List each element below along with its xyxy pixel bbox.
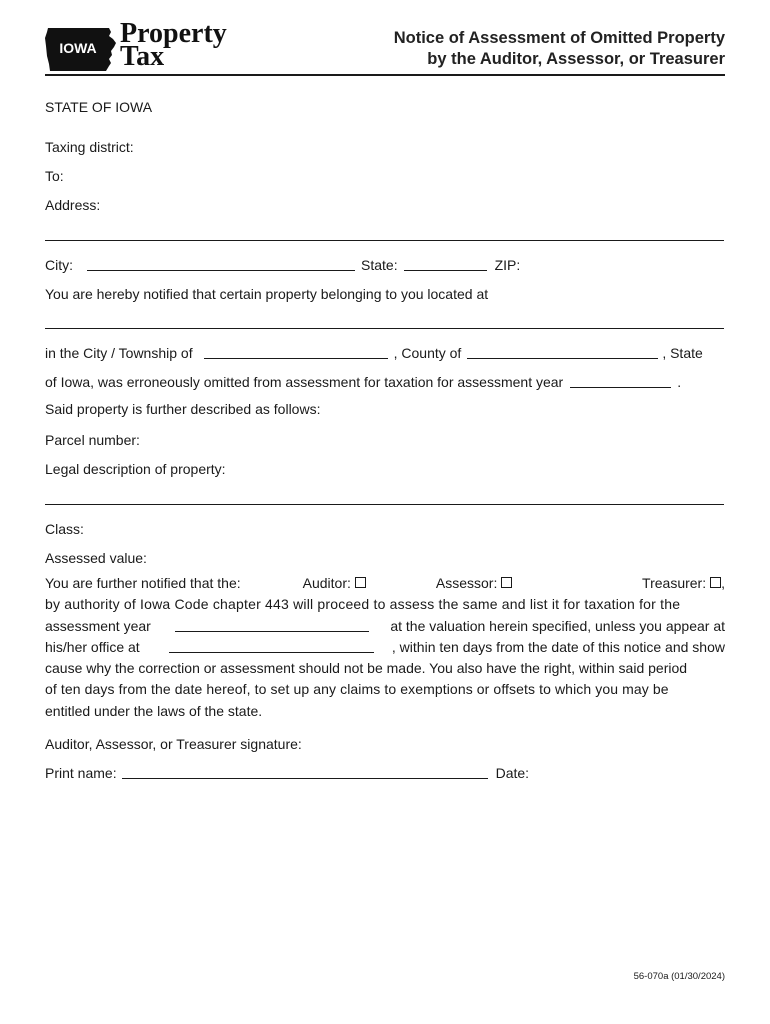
ten-days-line: of ten days from the date hereof, to set up any claims to exemptions or offsets to which you may be bbox=[45, 681, 669, 698]
notice-paragraph bbox=[45, 573, 725, 722]
treasurer-checkbox[interactable] bbox=[710, 577, 721, 588]
valuation-text: at the valuation herein specified, unless you appear at bbox=[390, 617, 725, 634]
officer-checkbox-line bbox=[45, 573, 725, 594]
office-address-field[interactable] bbox=[169, 652, 374, 653]
class-label: Class: bbox=[45, 521, 84, 537]
assessment-year-field[interactable] bbox=[175, 631, 369, 632]
address-line-2[interactable] bbox=[45, 240, 724, 241]
iowa-state-logo-icon bbox=[45, 26, 117, 72]
entitled-line: entitled under the laws of the state. bbox=[45, 702, 263, 719]
logo-line-property: Property bbox=[120, 18, 227, 49]
city-state-zip-row bbox=[45, 255, 722, 273]
title-line-2: by the Auditor, Assessor, or Treasurer bbox=[427, 50, 725, 68]
city-township-label: in the City / Township of bbox=[45, 345, 193, 361]
assessor-checkbox[interactable] bbox=[501, 577, 512, 588]
omitted-year-period: . bbox=[677, 374, 682, 390]
date-label: Date: bbox=[495, 765, 530, 781]
to-row bbox=[45, 166, 722, 184]
notified-intro-text: You are hereby notified that certain property belonging to you located at bbox=[45, 286, 489, 302]
title-line-1: Notice of Assessment of Omitted Property bbox=[393, 29, 725, 47]
assessment-year-label: assessment year bbox=[45, 617, 151, 634]
legal-description-label: Legal description of property: bbox=[45, 461, 226, 477]
address-label: Address: bbox=[45, 197, 101, 213]
state-word: , State bbox=[662, 345, 703, 361]
omitted-year-row bbox=[45, 372, 725, 390]
city-field[interactable] bbox=[87, 270, 355, 271]
property-location-line-2[interactable] bbox=[45, 328, 724, 329]
assessor-label: Assessor: bbox=[435, 575, 498, 591]
print-name-field[interactable] bbox=[122, 778, 488, 779]
treasurer-label: Treasurer: bbox=[642, 575, 707, 591]
header-divider bbox=[45, 74, 725, 76]
further-notified-text: You are further notified that the: bbox=[45, 575, 241, 591]
to-label: To: bbox=[45, 168, 64, 184]
print-name-label: Print name: bbox=[45, 765, 117, 781]
signature-label: Auditor, Assessor, or Treasurer signature: bbox=[45, 736, 302, 752]
authority-line: by authority of Iowa Code chapter 443 will proceed to assess the same and list it for taxation for the bbox=[45, 596, 681, 613]
class-row bbox=[45, 519, 722, 537]
township-county-row bbox=[45, 343, 725, 361]
assessor-option bbox=[436, 573, 512, 594]
cause-line: cause why the correction or assessment should not be made. You also have the right, within said period bbox=[45, 660, 688, 677]
treasurer-option bbox=[642, 573, 725, 594]
county-field[interactable] bbox=[467, 358, 658, 359]
logo-wordmark bbox=[120, 18, 227, 72]
print-name-date-row bbox=[45, 763, 722, 781]
state-heading: STATE OF IOWA bbox=[45, 99, 153, 115]
located-at-row bbox=[45, 284, 722, 302]
county-label: , County of bbox=[393, 345, 462, 361]
assessment-year-line bbox=[45, 616, 725, 637]
within-text: , within ten days from the date of this notice and show bbox=[391, 638, 725, 655]
omitted-assessment-year-field[interactable] bbox=[570, 387, 671, 388]
auditor-checkbox[interactable] bbox=[355, 577, 366, 588]
auditor-option bbox=[303, 573, 366, 594]
parcel-label: Parcel number: bbox=[45, 432, 140, 448]
taxing-district-row bbox=[45, 137, 722, 155]
assessed-value-label: Assessed value: bbox=[45, 550, 147, 566]
legal-description-line-2[interactable] bbox=[45, 504, 724, 505]
city-township-field[interactable] bbox=[204, 358, 388, 359]
taxing-district-label: Taxing district: bbox=[45, 139, 134, 155]
described-text: Said property is further described as follows: bbox=[45, 401, 321, 417]
office-line bbox=[45, 637, 725, 658]
form-header bbox=[45, 18, 725, 78]
parcel-row bbox=[45, 430, 722, 448]
assessed-value-row bbox=[45, 548, 722, 566]
treasurer-comma: , bbox=[721, 575, 725, 591]
logo-line-tax: Tax bbox=[120, 41, 165, 72]
address-row bbox=[45, 195, 722, 213]
form-number: 56-070a (01/30/2024) bbox=[633, 971, 725, 982]
zip-label: ZIP: bbox=[494, 257, 521, 273]
omitted-text: of Iowa, was erroneously omitted from assessment for taxation for assessment year bbox=[45, 374, 564, 390]
office-at-label: his/her office at bbox=[45, 638, 140, 655]
legal-description-row bbox=[45, 459, 722, 477]
state-field[interactable] bbox=[404, 270, 487, 271]
auditor-label: Auditor: bbox=[302, 575, 351, 591]
signature-row bbox=[45, 734, 722, 752]
state-label: State: bbox=[361, 257, 398, 273]
city-label: City: bbox=[45, 257, 73, 273]
form-title bbox=[394, 28, 725, 70]
logo-state-text: IOWA bbox=[59, 40, 97, 56]
